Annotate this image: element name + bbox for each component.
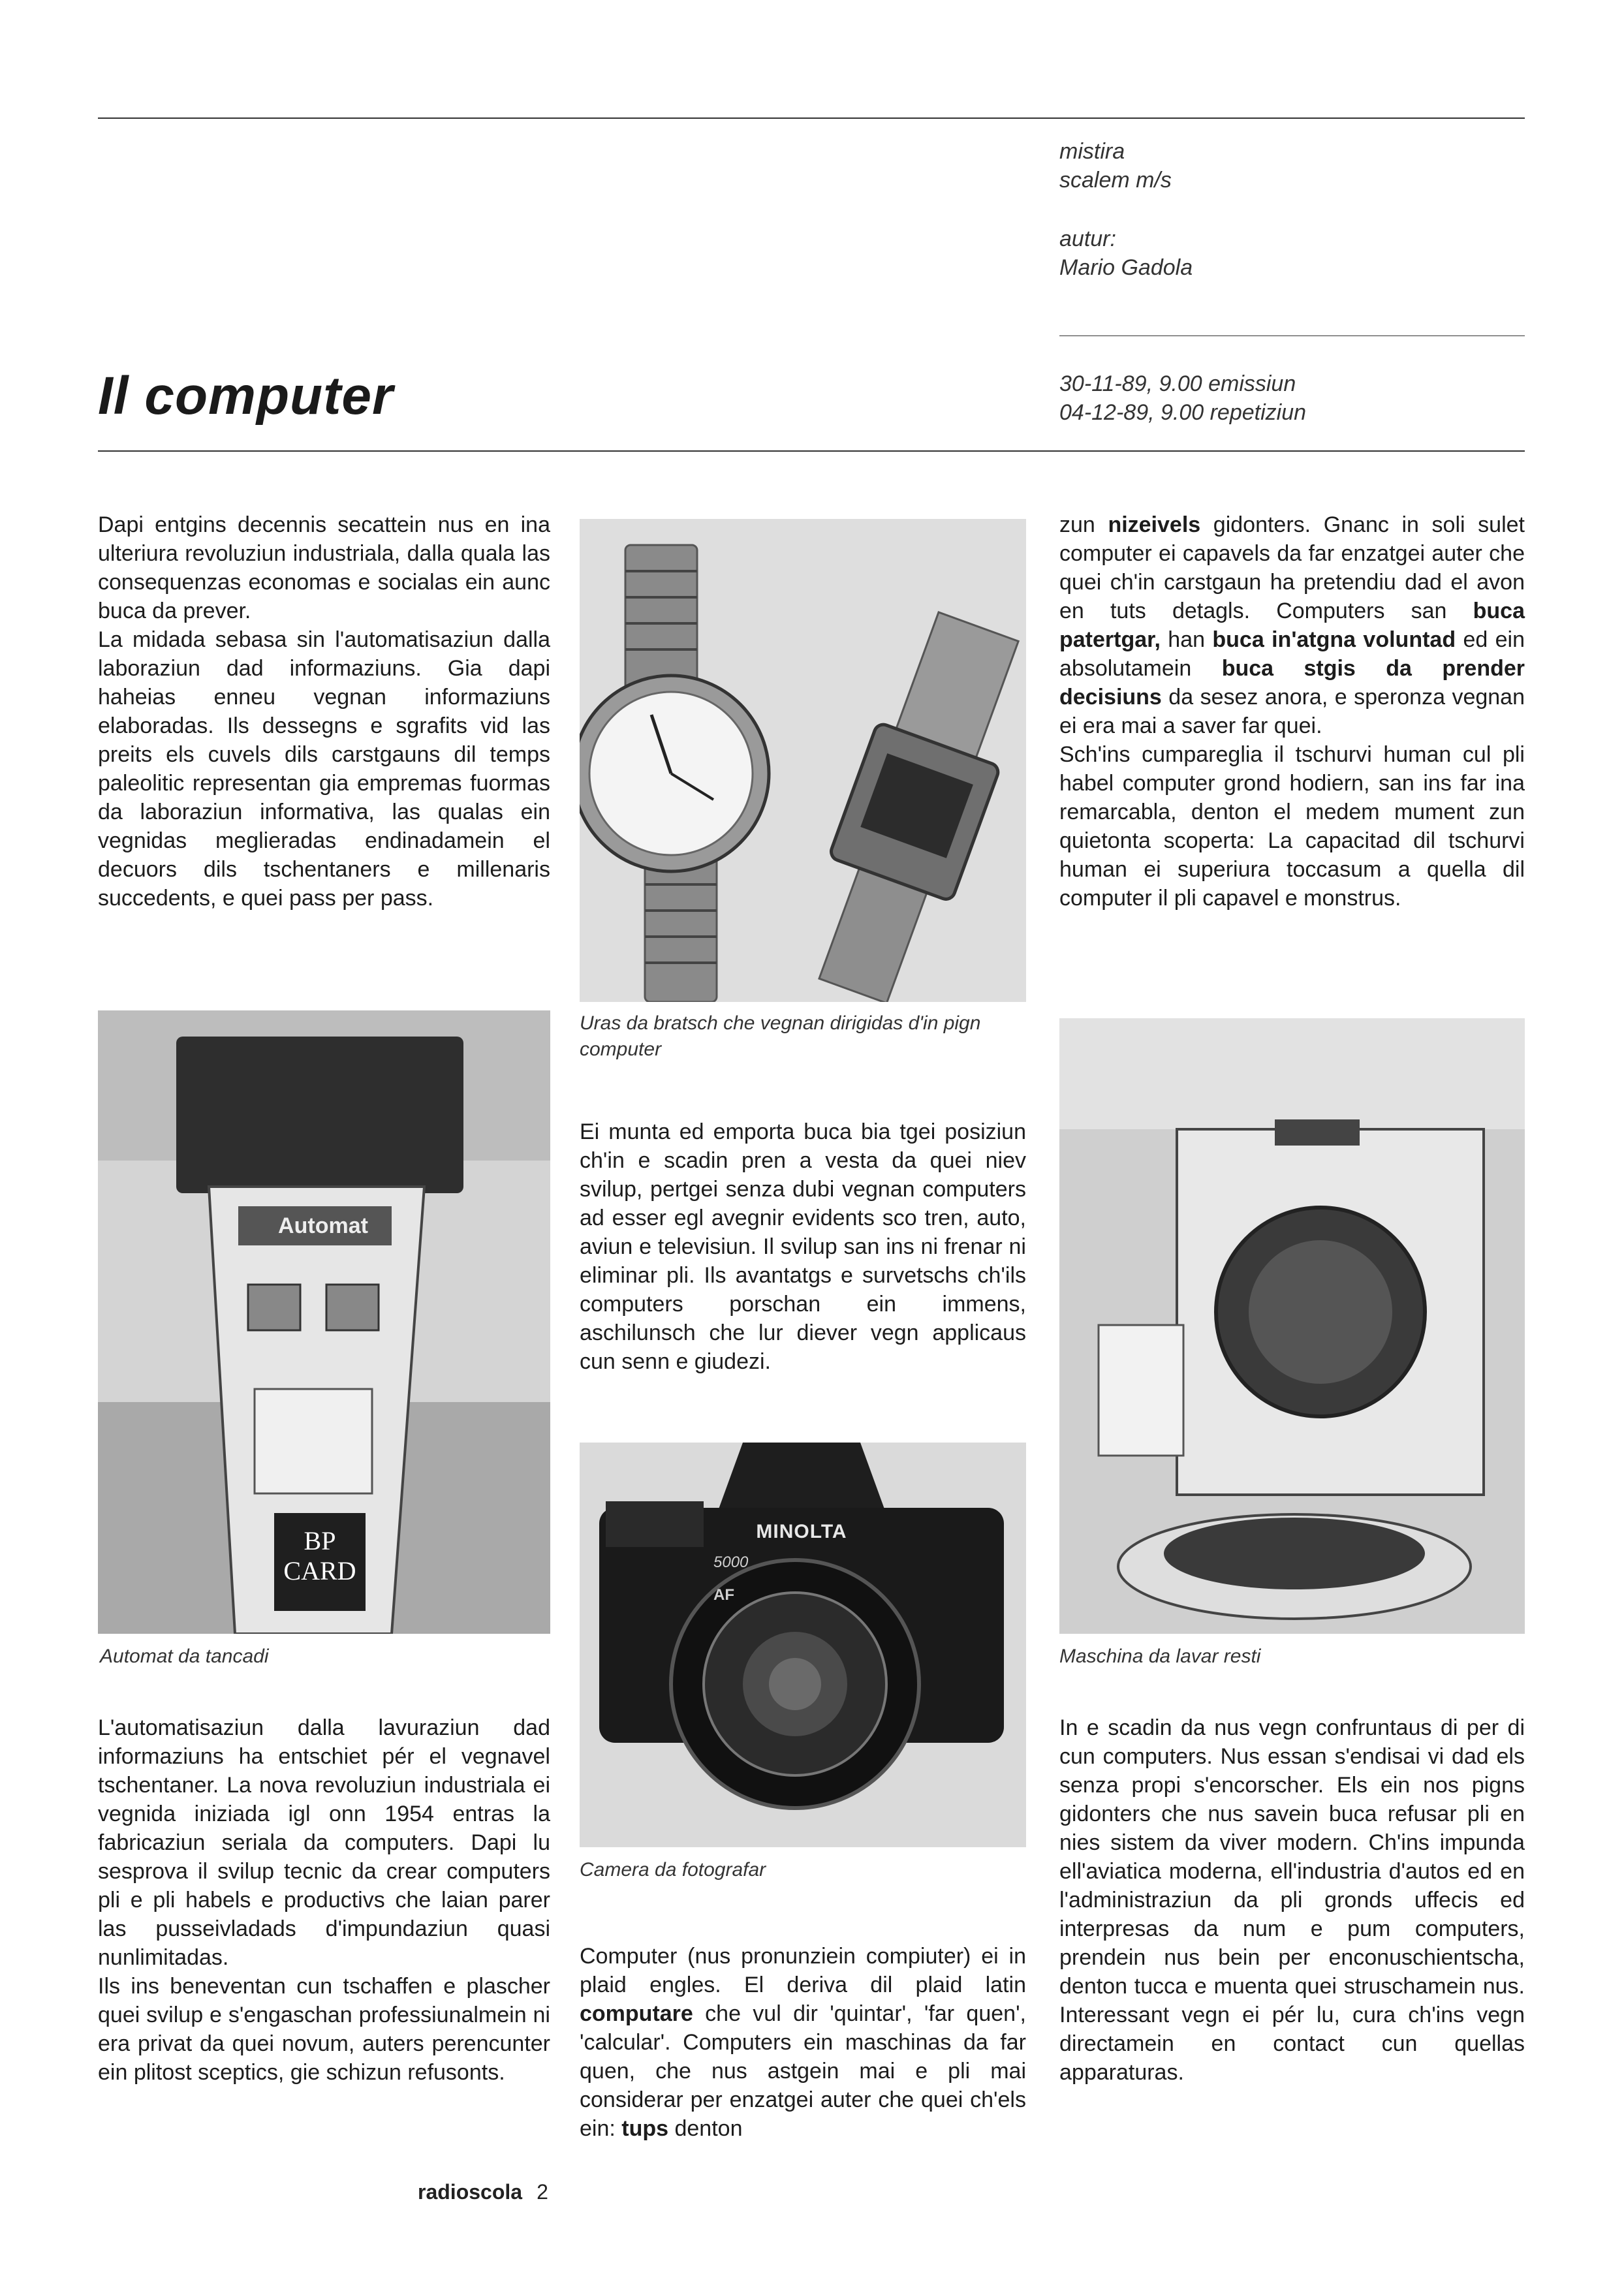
paragraph	[1059, 510, 1525, 740]
camera-model-label: 5000	[713, 1553, 749, 1571]
title-rule	[98, 450, 1525, 452]
text-run: da sesez anora, e speronza vegnan ei era mai a saver far quei.	[1059, 685, 1525, 738]
series-info	[1059, 137, 1172, 195]
paragraph: La midada sebasa sin l'automatisaziun dalla laboraziun dad informaziuns. Gia dapi haheias enneu vegnan informaziuns elaboradas. Ils dessegns e sgrafits vid las preits els cuvels dils carstgauns dil temps paleolitic representan gia empremas fuormas da laboraziun informativa, las qualas ein vegnidas meglieradas endinadamein el decuors dils tschentaners e millenaris succedents, e quei pass per pass.	[98, 627, 550, 911]
watches-photo	[580, 519, 1026, 1002]
page-footer	[418, 2180, 548, 2204]
footer-publication: radioscola	[418, 2180, 523, 2204]
automat-photo	[98, 1010, 550, 1634]
camera-af-label: AF	[713, 1586, 734, 1604]
article-text-col1-top	[98, 510, 550, 913]
article-text-col3-top	[1059, 510, 1525, 913]
page-title: Il computer	[98, 366, 394, 426]
bold-term: tups	[621, 2116, 669, 2141]
watches-caption: Uras da bratsch che vegnan dirigidas d'in pign computer	[580, 1012, 981, 1060]
broadcast-info	[1059, 369, 1306, 427]
text-run: Computer (nus pronunziein compiuter) ei in plaid engles. El deriva dil plaid latin	[580, 1944, 1026, 1997]
text-run: che vul dir 'quintar', 'far quen', 'calcular'. Computers ein maschinas da far quen, che nus astgein mai e pli mai considerar per enzatgei auter che quei ch'els ein:	[580, 2001, 1026, 2141]
bold-term: buca patertgar,	[1059, 599, 1525, 652]
author-name: Mario Gadola	[1059, 255, 1193, 280]
camera-caption: Camera da fotografar	[580, 1859, 766, 1881]
series-line: scalem m/s	[1059, 168, 1172, 193]
bold-term: nizeivels	[1108, 512, 1201, 537]
text-run: ed ein absolutamein	[1059, 627, 1525, 681]
bp-line: BP	[304, 1526, 336, 1555]
bold-term: buca in'atgna voluntad	[1212, 627, 1456, 652]
broadcast-line: 30-11-89, 9.00 emissiun	[1059, 371, 1296, 396]
author-info	[1059, 225, 1193, 282]
card-line: CARD	[283, 1556, 356, 1585]
article-text-col1-bottom	[98, 1713, 550, 2087]
washing-machine-photo	[1059, 1018, 1525, 1634]
series-line: mistira	[1059, 139, 1125, 164]
text-run: zun	[1059, 512, 1108, 537]
camera-brand-label: MINOLTA	[756, 1521, 847, 1542]
automat-brand-label: Automat	[278, 1213, 368, 1238]
paragraph: Ils ins beneventan cun tschaffen e plascher quei svilup e s'engaschan professiunalmein ni era privat da quei novum, auters perencunter ein plitost sceptics, gie schizun refusonts.	[98, 1974, 550, 2085]
automat-caption: Automat da tancadi	[100, 1646, 269, 1667]
paragraph: Ei munta ed emporta buca bia tgei posiziun ch'in e scadin pren a vesta da quei niev svilup, pertgei senza dubi vegnan computers ad esser egl avegnir evidents sco tren, auto, aviun e televisiun. Il svilup san ins ni frenar ni eliminar pli. Ils avantatgs e survetschs ch'ils computers porschan ein immens, aschilunsch che lur diever vegn applicaus cun senn e giudezi.	[580, 1119, 1026, 1374]
bold-term: buca stgis da prender decisiuns	[1059, 656, 1525, 710]
paragraph: L'automatisaziun dalla lavuraziun dad informaziuns ha entschiet pér el vegnavel tschentaner. La nova revoluziun industriala ei vegnida iniziada igl onn 1954 entras la fabricaziun seriala da computers. Dapi lu sesprova il svilup tecnic da crear computers pli e pli habels e productivs che laian parer las pusseivladads d'impundaziun quasi nunlimitadas.	[98, 1715, 550, 1970]
page-number: 2	[537, 2180, 548, 2204]
paragraph	[580, 1942, 1026, 2143]
article-text-col2-mid	[580, 1117, 1026, 1376]
article-text-col3-bottom	[1059, 1713, 1525, 2087]
text-run: gidonters. Gnanc in soli sulet computer ei capavels da far enzatgei auter che quei ch'in carstgaun ha pretendiu dad el avon en tuts detagls. Computers san	[1059, 512, 1525, 623]
broadcast-line: 04-12-89, 9.00 repetiziun	[1059, 400, 1307, 425]
paragraph: In e scadin da nus vegn confruntaus di per di cun computers. Nus essan s'endisai vi dad els senza propi s'encorscher. Els ein nos pigns gidonters che nus savein buca refusar pli en nies sistem da viver modern. Ch'ins impunda ell'aviatica moderna, ell'industria d'autos ed en l'administraziun da pli gronds uffecis ed interpresas da num e pum computers, prendein nus bein per enconuschientscha, denton tucca e muenta quei struschamein nus. Interessant vegn ei pér lu, cura ch'ins vegn directamein en contact cun quellas apparaturas.	[1059, 1715, 1525, 2085]
text-run: denton	[668, 2116, 743, 2141]
paragraph: Dapi entgins decennis secattein nus en ina ulteriura revoluziun industriala, dalla quala las consequenzas economas e socialas ein aunc buca da prever.	[98, 512, 550, 623]
top-rule	[98, 117, 1525, 119]
text-run: han	[1160, 627, 1213, 652]
author-label: autur:	[1059, 226, 1116, 251]
bp-card-logo	[274, 1526, 366, 1586]
washer-caption: Maschina da lavar resti	[1059, 1646, 1261, 1667]
paragraph: Sch'ins cumpareglia il tschurvi human cul pli habel computer grond hodiern, san ins far ina remarcabla, denton el medem mument zun quietonta scoperta: La capacitad dil tschurvi human ei superiura toccasum a quella dil computer il pli capavel e monstrus.	[1059, 742, 1525, 911]
camera-photo	[580, 1443, 1026, 1847]
article-text-col2-bottom	[580, 1942, 1026, 2143]
bold-term: computare	[580, 2001, 693, 2026]
